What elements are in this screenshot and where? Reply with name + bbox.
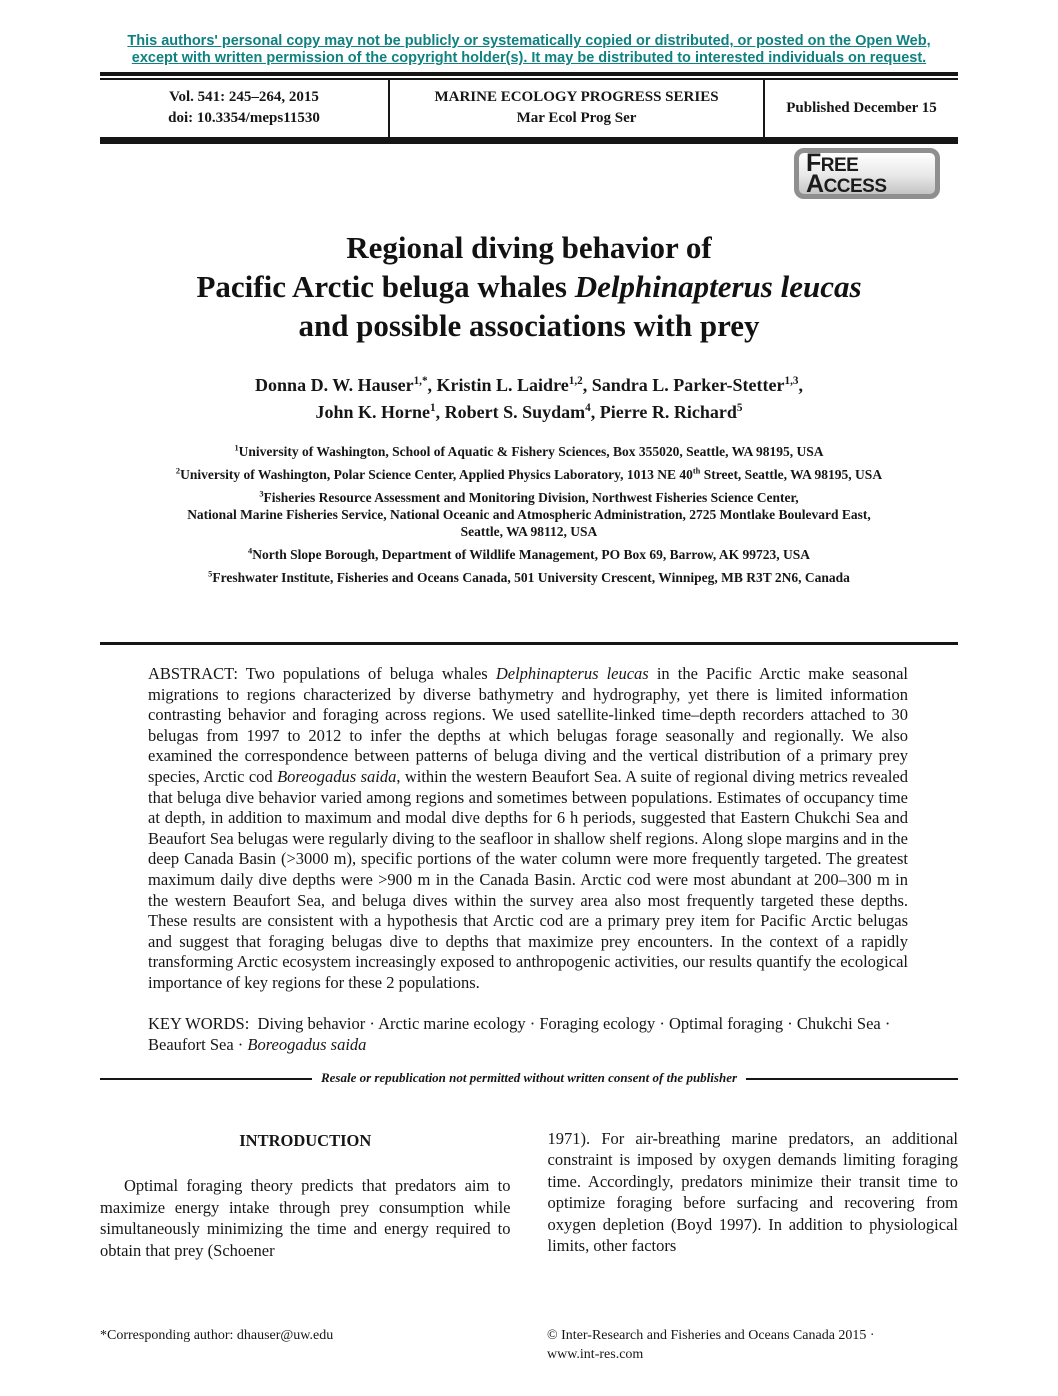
copyright-footer-line2: www.int-res.com bbox=[547, 1347, 644, 1362]
journal-abbrev: Mar Ecol Prog Ser bbox=[516, 110, 637, 126]
free-access-badge bbox=[794, 148, 940, 199]
journal-doi: doi: 10.3354/meps11530 bbox=[168, 110, 320, 126]
article-title-line1: Regional diving behavior of bbox=[346, 230, 712, 265]
intro-column-right bbox=[548, 1128, 959, 1262]
abstract-paragraph: ABSTRACT: Two populations of beluga whales Delphinapterus leucas in the Pacific Arctic make seasonal migrations to regions characterized by diverse bathymetry and hydrography, yet there is limited information contrasting behavior and foraging across regions. We used satellite-linked time–depth recorders attached to 30 belugas from 1997 to 2012 to infer the depths at which belugas forage seasonally and regionally. We also examined the correspondence between patterns of beluga diving and the vertical distribution of a primary prey species, Arctic cod Boreogadus saida, within the western Beaufort Sea. A suite of regional diving metrics revealed that beluga dive behavior varied among regions and sometimes between populations. Estimates of occupancy time at depth, in addition to maximum and modal dive depths for 6 h periods, suggested that Eastern Chukchi Sea and Beaufort Sea belugas were regularly diving to the seafloor in shallow shelf regions. Along slope margins and in the deep Canada Basin (>3000 m), specific portions of the water column were more frequently targeted. The greatest maximum daily dive depths were >900 m in the Canada Basin. Arctic cod were most abundant at 200–300 m in the western Beaufort Sea, and beluga dives within the survey area also most frequently targeted these depths. These results are consistent with a hypothesis that Arctic cod are a primary prey item for Pacific Arctic belugas and suggest that foraging belugas dive to depths that maximize prey encounters. In the context of a rapidly transforming Arctic ecosystem increasingly exposed to anthropogenic activities, our results quantify the ecological importance of key regions for these 2 populations. bbox=[148, 664, 909, 992]
intro-paragraph-left: Optimal foraging theory predicts that predators aim to maximize energy intake through prey consumption while simultaneously minimizing the time and energy required to obtain that prey (Schoener bbox=[100, 1176, 511, 1260]
free-access-line2: ACCESS bbox=[806, 170, 887, 198]
resale-notice-text: Resale or republication not permitted without written consent of the publisher bbox=[320, 1069, 738, 1085]
article-title-line3: and possible associations with prey bbox=[298, 308, 760, 343]
resale-notice bbox=[100, 1070, 958, 1088]
affiliation-line: Seattle, WA 98112, USA bbox=[460, 524, 598, 539]
article-title-line2: Pacific Arctic beluga whales Delphinapterus leucas bbox=[196, 269, 862, 304]
affiliation-line: National Marine Fisheries Service, National Oceanic and Atmospheric Administration, 2725 Montlake Boulevard East, bbox=[187, 507, 871, 522]
journal-volume-block bbox=[100, 80, 388, 137]
author-line-1: Donna D. W. Hauser$^{1,*}$, Kristin L. Laidre$^{1,2}$, Sandra L. Parker-Stetter$^{1,3}$, bbox=[255, 375, 803, 395]
author-list bbox=[60, 372, 998, 426]
corresponding-author-note: *Corresponding author: dhauser@uw.edu bbox=[100, 1328, 334, 1343]
author-line-2: John K. Horne$^1$, Robert S. Suydam$^4$, Pierre R. Richard$^5$ bbox=[315, 402, 743, 422]
affiliation-line: $^2$University of Washington, Polar Science Center, Applied Physics Laboratory, 1013 NE 40th Street, Seattle, WA 98195, USA bbox=[175, 466, 883, 482]
article-title bbox=[60, 228, 998, 345]
abstract-top-rule bbox=[100, 642, 958, 645]
resale-rule-left bbox=[100, 1078, 312, 1080]
journal-name-block bbox=[388, 80, 765, 137]
affiliation-line: $^4$North Slope Borough, Department of Wildlife Management, PO Box 69, Barrow, AK 99723, USA bbox=[248, 546, 810, 562]
copyright-footer bbox=[547, 1326, 958, 1364]
keywords-paragraph: KEY WORDS: Diving behavior · Arctic marine ecology · Foraging ecology · Optimal foraging · Chukchi Sea · Beaufort Sea · Boreogadus saida bbox=[148, 1013, 891, 1054]
affiliation-line: $^5$Freshwater Institute, Fisheries and Oceans Canada, 501 University Crescent, Winnipeg, MB R3T 2N6, Canada bbox=[208, 569, 850, 585]
affiliation-line: $^3$Fisheries Resource Assessment and Monitoring Division, Northwest Fisheries Science Center, bbox=[259, 489, 799, 505]
copyright-notice bbox=[96, 33, 962, 67]
affiliation-line: $^1$University of Washington, School of Aquatic & Fishery Sciences, Box 355020, Seattle, WA 98195, USA bbox=[234, 443, 824, 459]
intro-paragraph-right: 1971). For air-breathing marine predators, an additional constraint is imposed by oxygen demands limiting foraging time. Accordingly, predators minimize their transit time to optimize foraging before surfacing and recovering from oxygen depletion (Boyd 1997). In addition to physiological limits, other factors bbox=[547, 1128, 958, 1256]
copyright-notice-line2: except with written permission of the copyright holder(s). It may be distributed to interested individuals on request. bbox=[131, 50, 927, 66]
page-footer bbox=[100, 1326, 958, 1364]
masthead-divider-bar bbox=[100, 137, 958, 144]
introduction-heading: INTRODUCTION bbox=[239, 1130, 372, 1150]
copyright-notice-line1: This authors' personal copy may not be publicly or systematically copied or distributed, or posted on the Open Web, bbox=[127, 33, 931, 49]
journal-volume: Vol. 541: 245–264, 2015 bbox=[169, 89, 319, 105]
publish-date: Published December 15 bbox=[786, 99, 937, 116]
affiliations bbox=[40, 443, 1018, 586]
journal-name: MARINE ECOLOGY PROGRESS SERIES bbox=[434, 89, 719, 105]
copyright-footer-line1: © Inter-Research and Fisheries and Oceans Canada 2015 · bbox=[547, 1328, 875, 1343]
intro-column-left bbox=[100, 1128, 511, 1262]
journal-masthead bbox=[100, 72, 958, 144]
species-name-italic: Delphinapterus leucas bbox=[574, 269, 862, 304]
resale-rule-right bbox=[746, 1078, 958, 1080]
body-columns bbox=[100, 1128, 958, 1262]
free-access-line1: FREE bbox=[806, 149, 859, 177]
